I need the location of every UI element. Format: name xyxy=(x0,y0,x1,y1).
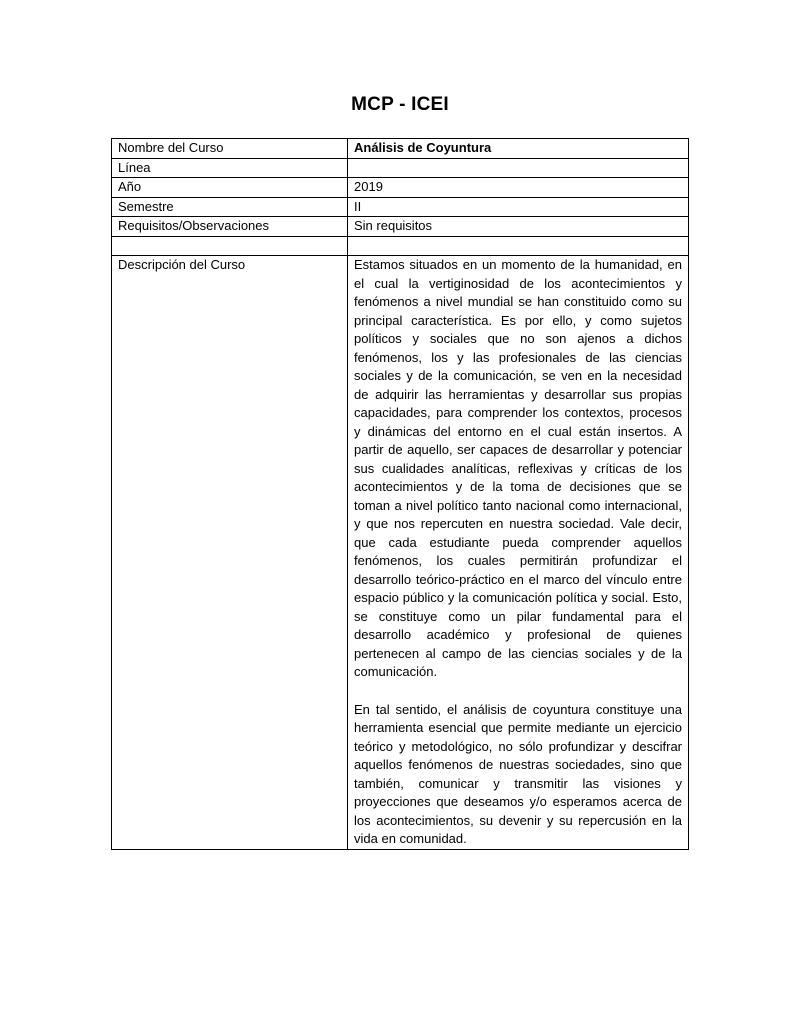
table-row-course-name xyxy=(112,139,689,159)
table-row-requirements xyxy=(112,217,689,237)
value-year: 2019 xyxy=(348,178,689,198)
table-row-description xyxy=(112,256,689,850)
value-description xyxy=(348,256,689,850)
value-course-name: Análisis de Coyuntura xyxy=(348,139,689,159)
value-semester: II xyxy=(348,197,689,217)
table-row-year xyxy=(112,178,689,198)
label-requirements: Requisitos/Observaciones xyxy=(112,217,348,237)
page-title: MCP - ICEI xyxy=(351,94,449,115)
table-row-line xyxy=(112,158,689,178)
description-paragraph-2: En tal sentido, el análisis de coyuntura constituye una herramienta esencial que permite mediante un ejercicio teórico y metodológico, no sólo profundizar y descifrar aquellos fenómenos de nuestras sociedades, sino que también, comunicar y transmitir las visiones y proyecciones que deseamos y/o esperamos acerca de los acontecimientos, su devenir y su repercusión en la vida en comunidad. xyxy=(354,701,682,846)
label-description: Descripción del Curso xyxy=(112,256,348,850)
course-info-table xyxy=(111,138,689,850)
table-row-empty xyxy=(112,236,689,256)
value-empty xyxy=(348,236,689,256)
description-paragraph-1: Estamos situados en un momento de la humanidad, en el cual la vertiginosidad de los acontecimientos y fenómenos a nivel mundial se han constituido como su principal característica. Es por ello, y como sujetos políticos y sociales que no son ajenos a dichos fenómenos, los y las profesionales de las ciencias sociales y de la comunicación, se ven en la necesidad de adquirir las herramientas y desarrollar sus propias capacidades, para comprender los contextos, procesos y dinámicas del entorno en el cual están insertos. A partir de aquello, ser capaces de desarrollar y potenciar sus cualidades analíticas, reflexivas y críticas de los acontecimientos y de la toma de decisiones que se toman a nivel político tanto nacional como internacional, y que nos repercuten en nuestra sociedad. Vale decir, que cada estudiante pueda comprender aquellos fenómenos, los cuales permitirán profundizar el desarrollo teórico-práctico en el marco del vínculo entre espacio público y la comunicación política y social. Esto, se constituye como un pilar fundamental para el desarrollo académico y profesional de quienes pertenecen al campo de las ciencias sociales y de la comunicación. xyxy=(354,257,682,679)
label-empty xyxy=(112,236,348,256)
label-year: Año xyxy=(112,178,348,198)
label-semester: Semestre xyxy=(112,197,348,217)
label-course-name: Nombre del Curso xyxy=(112,139,348,159)
value-line xyxy=(348,158,689,178)
label-line: Línea xyxy=(112,158,348,178)
table-row-semester xyxy=(112,197,689,217)
value-requirements: Sin requisitos xyxy=(348,217,689,237)
